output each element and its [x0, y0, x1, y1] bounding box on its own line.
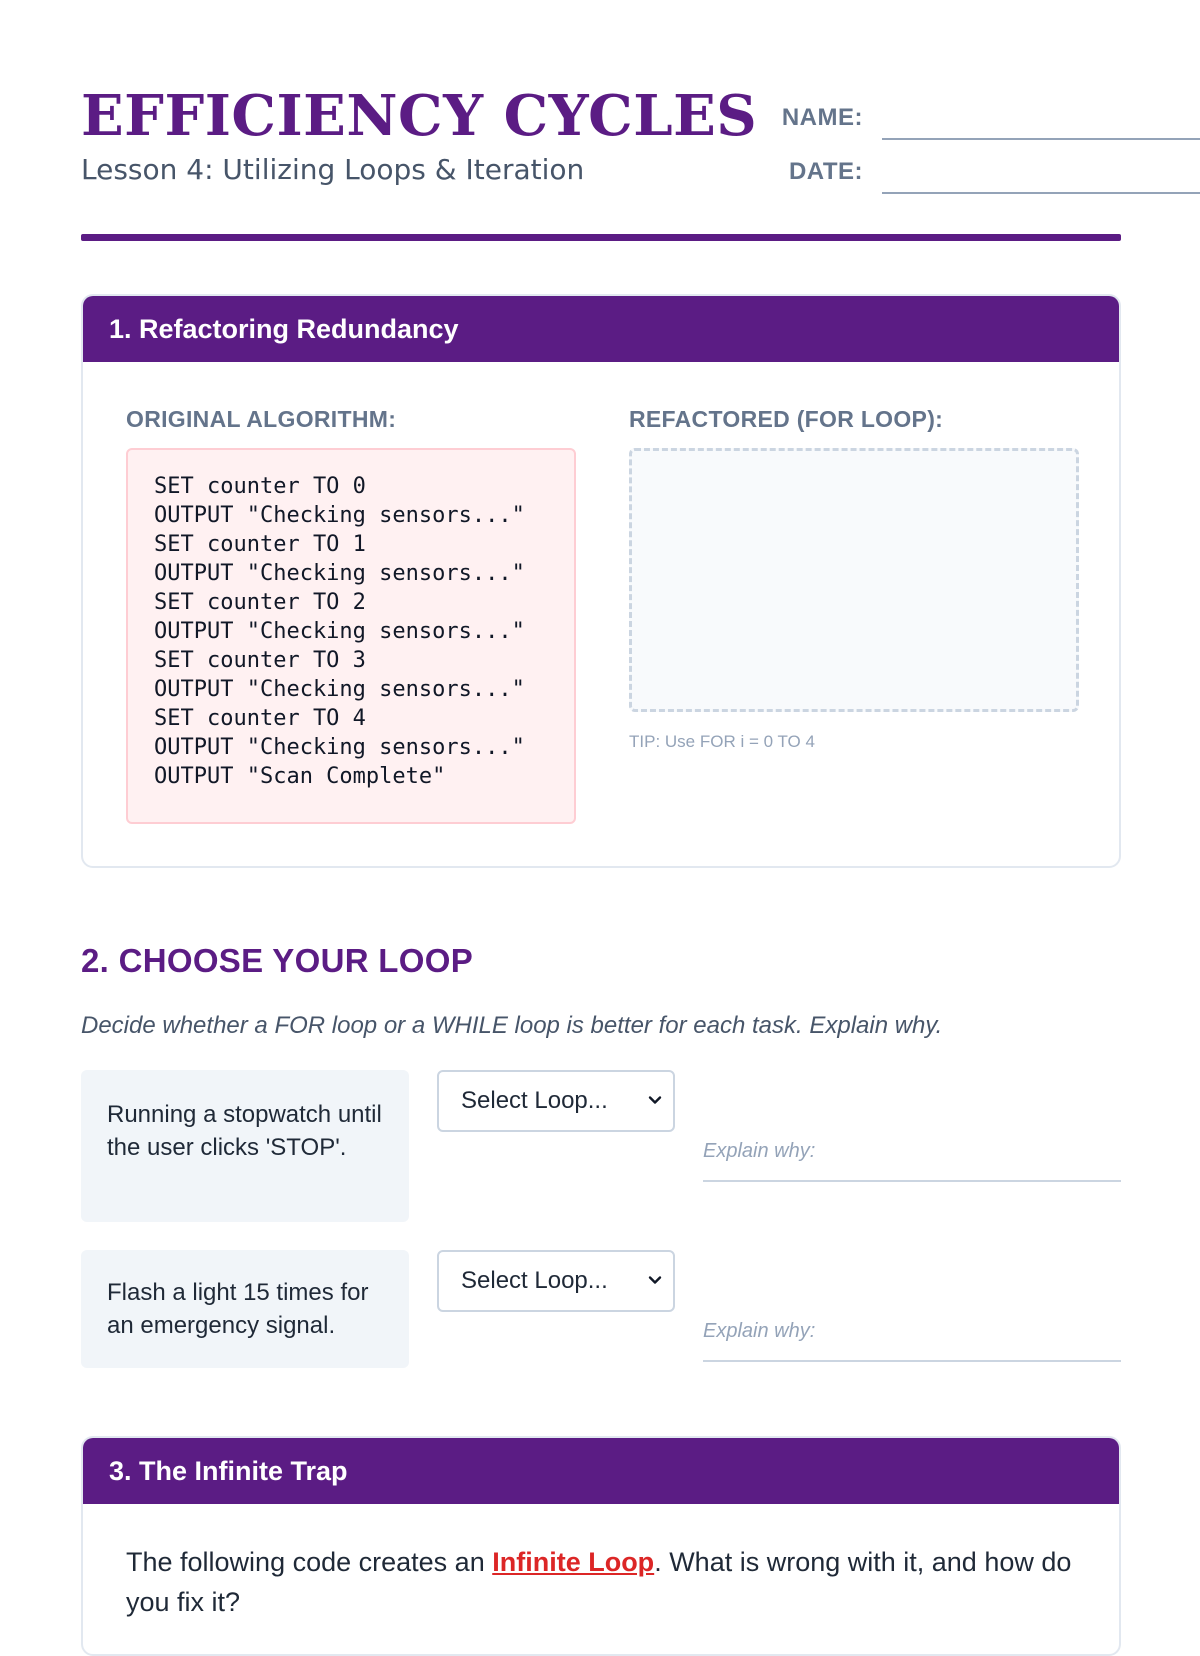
date-input-line[interactable] [882, 192, 1200, 194]
section-refactoring [81, 294, 1121, 868]
explain-placeholder: Explain why: [703, 1140, 816, 1162]
name-label: NAME: [781, 104, 863, 131]
task-description-card: Running a stopwatch until the user clicks 'STOP'. [81, 1070, 409, 1222]
code-line: SET counter TO 3 [154, 648, 366, 673]
loop-task-row [81, 1250, 1121, 1368]
code-line: OUTPUT "Checking sensors..." [154, 735, 525, 760]
section-2-heading: 2. CHOOSE YOUR LOOP [81, 942, 473, 979]
explain-placeholder: Explain why: [703, 1320, 816, 1342]
prompt-text-start: The following code creates an [126, 1547, 493, 1577]
page-title: EFFICIENCY CYCLES [81, 83, 758, 149]
original-algorithm-label: ORIGINAL ALGORITHM: [126, 406, 397, 432]
name-input-line[interactable] [882, 138, 1200, 140]
chevron-down-icon [647, 1092, 663, 1108]
date-field[interactable] [709, 154, 1200, 194]
worksheet-header [81, 0, 1121, 240]
code-line: OUTPUT "Checking sensors..." [154, 677, 525, 702]
code-line: OUTPUT "Checking sensors..." [154, 619, 525, 644]
select-value: Select Loop... [461, 1087, 608, 1114]
code-line: SET counter TO 0 [154, 474, 366, 499]
code-line: SET counter TO 2 [154, 590, 366, 615]
tip-text: TIP: Use FOR i = 0 TO 4 [629, 732, 815, 751]
explain-why-field[interactable] [703, 1140, 1121, 1182]
select-value: Select Loop... [461, 1267, 608, 1294]
code-line: SET counter TO 1 [154, 532, 366, 557]
lesson-subtitle: Lesson 4: Utilizing Loops & Iteration [81, 153, 585, 186]
explain-why-field[interactable] [703, 1320, 1121, 1362]
loop-task-row [81, 1070, 1121, 1222]
code-line: OUTPUT "Checking sensors..." [154, 561, 525, 586]
code-line: OUTPUT "Scan Complete" [154, 764, 446, 789]
section-3-heading: 3. The Infinite Trap [83, 1438, 1119, 1504]
refactored-label: REFACTORED (FOR LOOP): [629, 406, 944, 432]
name-field[interactable] [709, 100, 1200, 140]
task-description-card: Flash a light 15 times for an emergency signal. [81, 1250, 409, 1368]
code-line: SET counter TO 4 [154, 706, 366, 731]
section-3-prompt [126, 1542, 1086, 1622]
section-2-instructions: Decide whether a FOR loop or a WHILE loop is better for each task. Explain why. [81, 1012, 943, 1039]
prompt-text-end: . What is wrong with it, and how do you fix it? [126, 1547, 1072, 1617]
infinite-loop-term: Infinite Loop [492, 1547, 655, 1577]
date-label: DATE: [788, 158, 863, 185]
chevron-down-icon [647, 1272, 663, 1288]
section-1-heading: 1. Refactoring Redundancy [83, 296, 1119, 362]
loop-type-select[interactable] [437, 1070, 675, 1132]
header-divider [81, 234, 1121, 241]
section-infinite-trap [81, 1436, 1121, 1656]
code-line: OUTPUT "Checking sensors..." [154, 503, 525, 528]
original-code-block [126, 448, 576, 824]
loop-type-select[interactable] [437, 1250, 675, 1312]
worksheet-page [81, 0, 1121, 1617]
refactored-answer-box[interactable] [629, 448, 1079, 712]
